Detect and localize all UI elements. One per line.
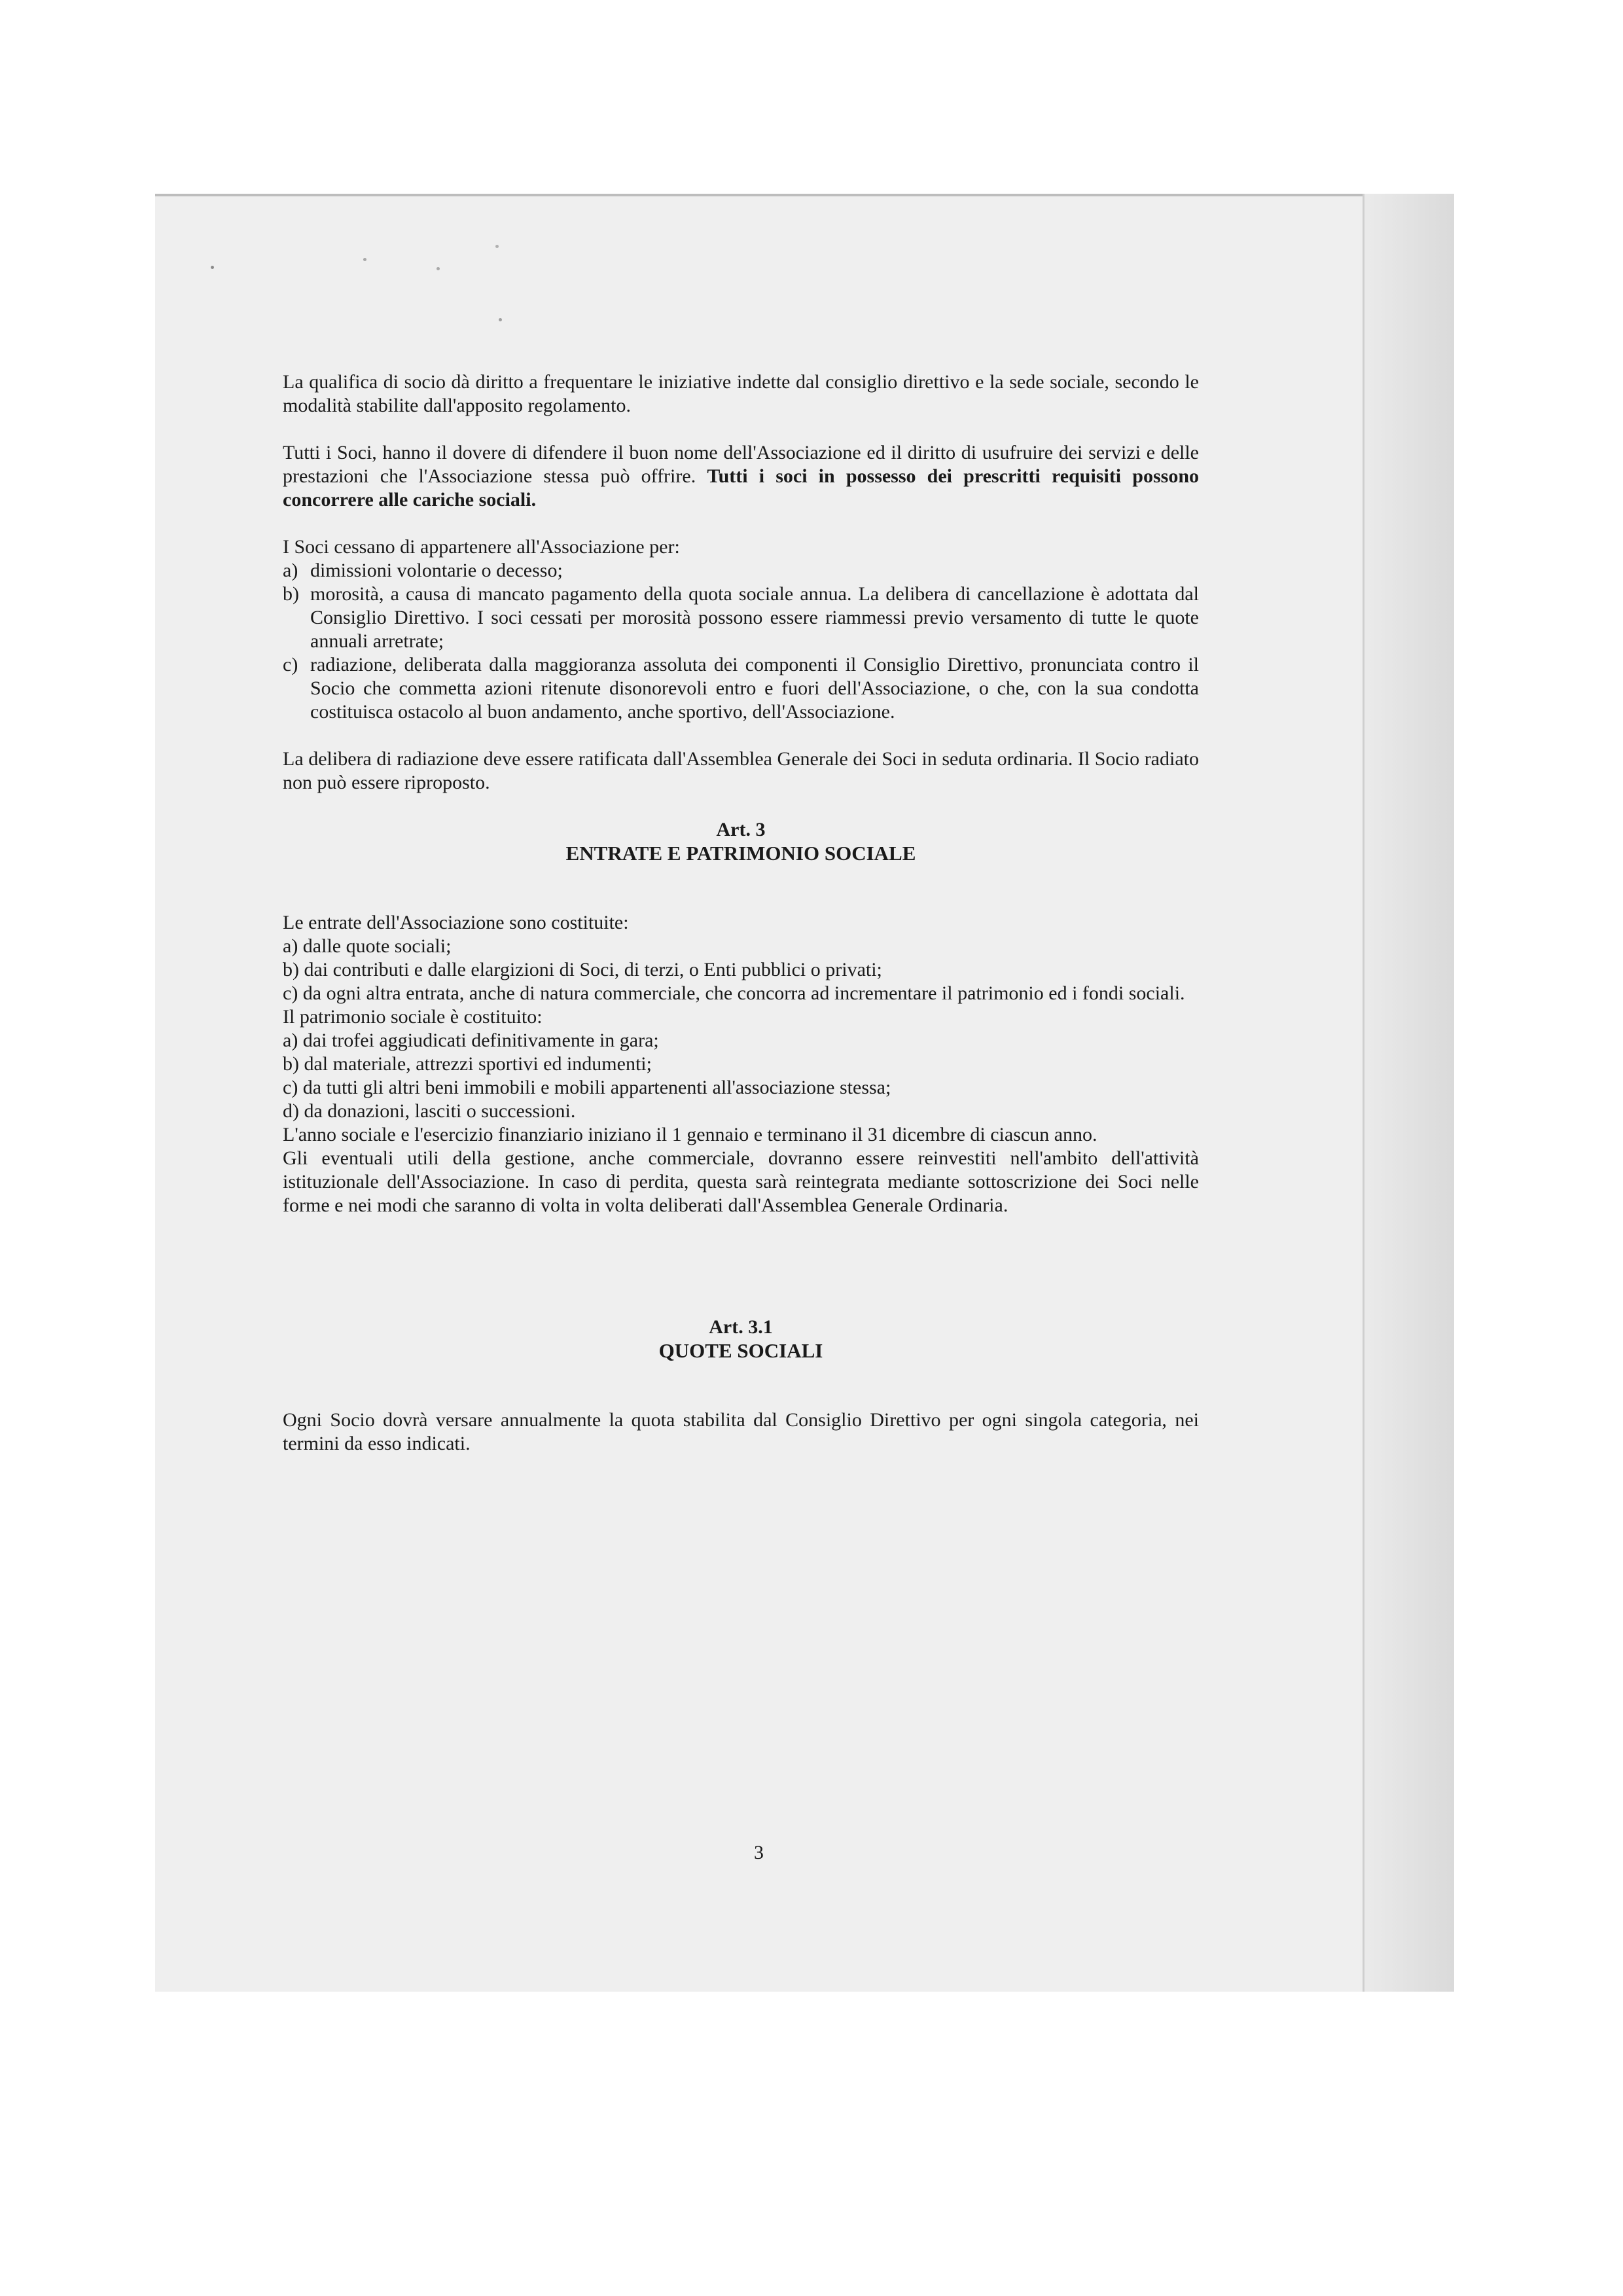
paragraph-text-bold: Tutti i soci in possesso dei prescritti requisiti possono concorrere alle cariche sociali. — [283, 465, 1200, 511]
scan-speck — [499, 318, 502, 321]
list-item-text: dimissioni volontarie o decesso; — [310, 560, 563, 581]
article-heading — [283, 818, 1199, 865]
list-item-text: a) dalle quote sociali; — [283, 935, 452, 957]
paragraph-doveri — [283, 441, 1199, 512]
paragraph-text: L'anno sociale e l'esercizio finanziario iniziano il 1 gennaio e terminano il 31 dicembre di ciascun anno. — [283, 1124, 1097, 1145]
scan-speck — [437, 267, 440, 270]
article-number: Art. 3 — [716, 819, 766, 840]
scanned-page — [155, 194, 1454, 1992]
paper-top-edge — [155, 194, 1363, 196]
list-item-text: radiazione, deliberata dalla maggioranza assoluta dei componenti il Consiglio Direttivo, pronunciata contro il Socio che commetta azioni ritenute disonorevoli entro e fuori dell'Associazione, o che, con la sua condotta costituisca ostacolo al buon andamento, anche sportivo, dell'Associazione. — [310, 654, 1199, 723]
paragraph-quote — [283, 1408, 1199, 1456]
scan-speck — [495, 245, 499, 248]
list-item — [283, 583, 1199, 653]
article-number: Art. 3.1 — [709, 1316, 773, 1338]
article-title: QUOTE SOCIALI — [658, 1339, 823, 1362]
list-item-text: c) da tutti gli altri beni immobili e mobili appartenenti all'associazione stessa; — [283, 1077, 891, 1098]
paragraph-radiazione — [283, 747, 1199, 795]
list-lead: I Soci cessano di appartenere all'Associazione per: — [283, 536, 680, 558]
list-item-text: morosità, a causa di mancato pagamento della quota sociale annua. La delibera di cancellazione è adottata dal Consiglio Direttivo. I soci cessati per morosità possono essere riammessi previo versamento di tutte le quote annuali arretrate; — [310, 583, 1199, 652]
scan-shadow — [1356, 194, 1454, 1992]
list-item-text: b) dai contributi e dalle elargizioni di Soci, di terzi, o Enti pubblici o privati; — [283, 959, 882, 980]
list-item-text: d) da donazioni, lasciti o successioni. — [283, 1100, 576, 1122]
paragraph-text: La delibera di radiazione deve essere ratificata dall'Assemblea Generale dei Soci in seduta ordinaria. Il Socio radiato non può essere riproposto. — [283, 748, 1199, 793]
paragraph-text: Gli eventuali utili della gestione, anche commerciale, dovranno essere reinvestiti nell'ambito dell'attività istituzionale dell'Associazione. In caso di perdita, questa sarà reintegrata mediante sottoscrizione dei Soci nelle forme e nei modi che saranno di volta in volta deliberati dall'Assemblea Generale Ordinaria. — [283, 1147, 1199, 1216]
list-item — [283, 653, 1199, 724]
list-item-text: b) dal materiale, attrezzi sportivi ed indumenti; — [283, 1053, 652, 1075]
list-marker: c) — [283, 654, 298, 675]
cessazione-list — [283, 559, 1199, 724]
scan-speck — [363, 258, 366, 261]
list-lead: Il patrimonio sociale è costituito: — [283, 1006, 543, 1028]
paragraph-cessazione — [283, 535, 1199, 724]
article-title: ENTRATE E PATRIMONIO SOCIALE — [565, 842, 916, 865]
list-marker: a) — [283, 560, 298, 581]
paragraph-text: Ogni Socio dovrà versare annualmente la quota stabilita dal Consiglio Direttivo per ogni singola categoria, nei termini da esso indicati. — [283, 1409, 1199, 1454]
paragraph-entrate — [283, 911, 1199, 1217]
list-item-text: c) da ogni altra entrata, anche di natura commerciale, che concorra ad incrementare il patrimonio ed i fondi sociali. — [283, 982, 1185, 1004]
list-lead: Le entrate dell'Associazione sono costituite: — [283, 912, 629, 933]
scan-speck — [211, 266, 214, 269]
article-heading — [283, 1316, 1199, 1363]
paper-sheet — [155, 194, 1364, 1992]
paragraph-text — [283, 441, 1199, 512]
page-number: 3 — [754, 1842, 764, 1863]
paragraph-text-normal: Tutti i Soci, hanno il dovere di difendere il buon nome dell'Associazione ed il diritto di usufruire dei servizi e delle prestazioni che l'Associazione stessa può offrire. — [283, 442, 1199, 487]
list-item-text: a) dai trofei aggiudicati definitivamente in gara; — [283, 1030, 659, 1051]
paragraph-text: La qualifica di socio dà diritto a frequentare le iniziative indette dal consiglio direttivo e la sede sociale, secondo le modalità stabilite dall'apposito regolamento. — [283, 371, 1199, 416]
document-body — [283, 370, 1199, 1479]
list-item — [283, 559, 1199, 583]
list-marker: b) — [283, 583, 299, 605]
paragraph-qualifica — [283, 370, 1199, 418]
